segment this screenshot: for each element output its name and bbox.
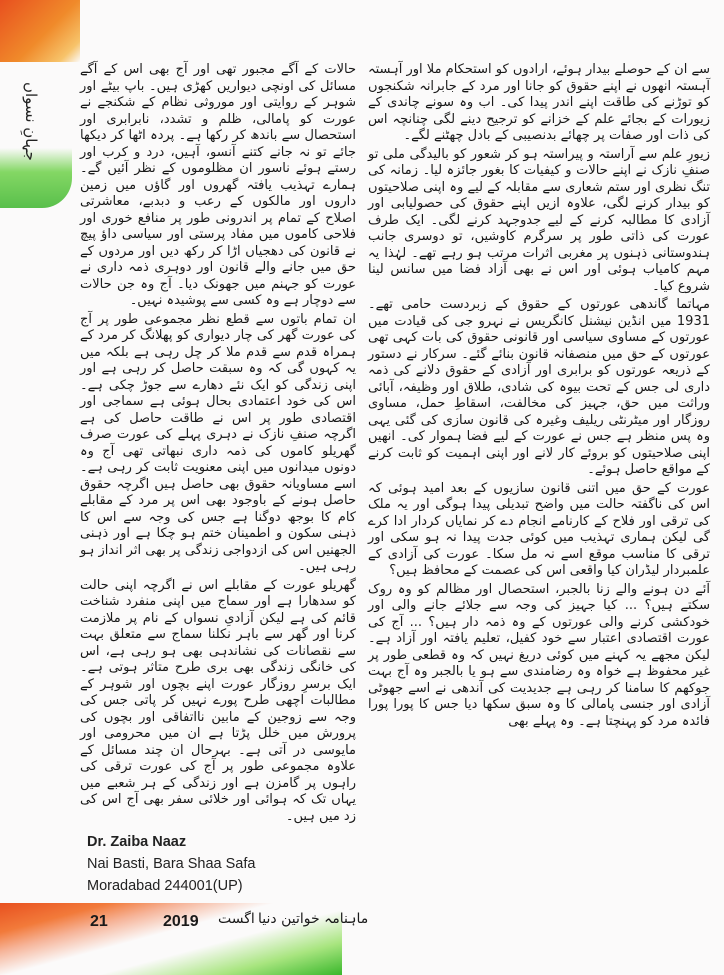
author-name: Dr. Zaiba Naaz	[87, 834, 187, 850]
author-address: Nai Basti, Bara Shaa Safa	[87, 856, 256, 872]
magazine-title: ماہنامہ خواتین دنیا	[258, 911, 369, 927]
paragraph: عورت کے حق میں اتنی قانون سازیوں کے بعد امید ہوئی کہ اس کی ناگفتہ حالت میں واضح تبدیلی پیدا ہوگی اور یہ ملک کی ترقی اور فلاح کے کارنامے انجام دے کر نمایاں کردار ادا کرے گی لیکن ہماری تہذیب میں کوئی جدت پیدا نہ ہو سکی اور ترقی کا مناسب موقع اسے نہ مل سکا۔ عورت کی آزادی کے علمبردار لیڈران کیا واقعی اس کی عصمت کے محافظ ہیں؟	[368, 480, 710, 578]
issue-month: اگست	[218, 911, 255, 927]
decorative-corner	[0, 0, 80, 62]
paragraph: آئے دن ہونے والے زنا بالجبر، استحصال اور مظالم کو وہ روک سکتے ہیں؟ ... کیا جہیز کی وجہ سے جلائے جانے والی اور خودکشی کرنے والی عورتوں کے وہ ذمہ دار ہیں؟ ... آج کی عورت اقتصادی اعتبار سے خود کفیل، تعلیم یافتہ اور آزاد ہے۔ لیکن مجھے یہ کہنے میں کوئی دریغ نہیں کہ وہ قطعی طور پر غیر محفوظ ہے خواہ وہ رضامندی سے ہو یا بالجبر وہ آج بہت جوکھم کا سامنا کر رہی ہے جدیدیت کی آندھی نے اسے جھوٹی آزادی اور جنسی پامالی کا وہ سبق سکھا دیا جس کا پورا پورا فائدہ مرد کو پہنچتا ہے۔ وہ پہلے بھی	[368, 581, 710, 729]
paragraph: مہاتما گاندھی عورتوں کے حقوق کے زبردست حامی تھے۔ 1931 میں انڈین نیشنل کانگریس نے نہرو جی کی قیادت میں عورتوں کے مساوی سیاسی اور قانونی حقوق کی بات کہی تھی عورتوں کے حق میں منصفانہ قانون بنائے گئے۔ سرکار نے دستور کے ذریعہ عورتوں کو برابری اور آزادی کے حقوق دلانے کی ذمہ داری لی جس کے تحت بیوہ کی شادی، طلاق اور وظیفہ، آبائی وراثت میں حق، جہیز کی مخالفت، اسقاطِ حمل، مساوی روزگار اور میٹرنٹی ریلیف وغیرہ کی قانون سازی کی گئی یہی وہ پس منظر ہے جس نے عورت کے لیے فضا ہموار کی۔ انھیں اپنی صلاحیتوں کو بروئے کار لانے اور اپنی اہمیت کو ثابت کرنے کے مواقع حاصل ہوئے۔	[368, 297, 710, 477]
author-city: Moradabad 244001(UP)	[87, 878, 243, 894]
article-column-left	[80, 62, 356, 825]
left-column-wrapper	[80, 62, 356, 897]
paragraph: زیورِ علم سے آراستہ و پیراستہ ہو کر شعور کو بالیدگی ملی تو صنفِ نازک نے اپنے حالات و کیفیات کا بغور جائزہ لیا۔ زمانہ کی تنگ نظری اور ستم شعاری سے مقابلہ کے لیے وہ اپنی صلاحیتوں کو بیدار کرنے لگی، علاوہ ازیں اپنے حقوق کی حصولیابی اور آزادی کا مطالبہ کرنے کے لیے جدوجہد کرنے لگی۔ ایک طرف عورت کی ذاتی طور پر سرگرم کاوشیں، تو دوسری جانب ہندوستانی ذہنوں پر مغربی اثرات مرتب ہو رہے تھے۔ لہٰذا یہ مہم کامیاب ہوئی اور اس نے بھی آزاد فضا میں سانس لینا شروع کیا۔	[368, 146, 710, 294]
paragraph: ان تمام باتوں سے قطع نظر مجموعی طور پر آج کی عورت گھر کی چار دیواری کو پھلانگ کر مرد کے ہمراہ قدم سے قدم ملا کر چل رہی ہے بلکہ میں یہ کہوں گی کہ وہ سبقت حاصل کر رہی ہے اور اپنی زندگی کو ایک نئے دھارے سے جوڑ چکی ہے۔ اس کی خود اعتمادی بحال ہوئی ہے سماجی اور اقتصادی طور پر اس نے طاقت حاصل کی ہے اگرچہ صنفِ نازک نے دہری پہلے کی عورت صرف گھریلو کاموں کی ذمہ داری نبھاتی تھی آج وہ دونوں میدانوں میں اپنی معنویت ثابت کر رہی ہے۔ اسے مساویانہ حقوق بھی حاصل ہیں اگرچہ حقوق حاصل ہونے کے باوجود بھی اس پر مرد کے مقابلے کام کا بوجھ دوگنا ہے جس کی وجہ سے اس کا ذہنی سکون و اطمینان ختم ہو چکا ہے اور ذہنی الجھنیں اس کی ازدواجی زندگی پر بھی اثر انداز ہو رہی ہیں۔	[80, 311, 356, 574]
paragraph: گھریلو عورت کے مقابلے اس نے اگرچہ اپنی حالت کو سدھارا ہے اور سماج میں اپنی منفرد شناخت قائم کی ہے لیکن آزادیِ نسواں کے نام پر ملازمت کرنا اور گھر سے باہر نکلنا سماج سے متعلق بہت سے نقصانات کی نشاندہی بھی ہو رہی ہے، اس کی خانگی زندگی بھی بری طرح متاثر ہوتی ہے۔ ایک برسرِ روزگار عورت اپنے بچوں اور شوہر کے مطالبات اچھی طرح پورے نہیں کر پاتی جس کی وجہ سے زوجین کے مابین نااتفاقی اور بچوں کی پرورش میں خلل پڑتا ہے ان میں محرومی اور مایوسی در آتی ہے۔ بہرحال ان چند مسائل کے علاوہ مجموعی طور پر آج کی عورت ترقی کی راہوں پر گامزن ہے اور زندگی کے ہر شعبے میں یہاں تک کہ ہوائی اور خلائی سفر بھی آج اس کی زد میں ہیں۔	[80, 577, 356, 824]
section-label: جہانِ نسواں	[22, 82, 40, 161]
article-column-right	[368, 62, 710, 732]
author-block	[80, 831, 356, 897]
page-number: 21	[90, 913, 108, 930]
paragraph: سے ان کے حوصلے بیدار ہوئے، ارادوں کو استحکام ملا اور آہستہ آہستہ انھوں نے اپنے حقوق کو جانا اور مرد کے جابرانہ شکنجوں کو توڑنے کی طاقت اپنے اندر پیدا کی۔ اب وہ سونے چاندی کے زیورات کے بجائے علم کے خزانے کو ترجیح دینے لگی چنانچہ اس کی ذات اور صفات پر چھائے بدنصیبی کے بادل چھٹنے لگے۔	[368, 62, 710, 143]
issue-year: 2019	[163, 913, 199, 930]
paragraph: حالات کے آگے مجبور تھی اور آج بھی اس کے آگے مسائل کی اونچی دیواریں کھڑی ہیں۔ باپ بیٹے اور شوہر کے روایتی اور موروثی نظام کے شکنجے نے عورت کو پامالی، ظلم و تشدد، نابرابری اور استحصال سے باندھ کر رکھا ہے۔ پردہ اٹھا کر دیکھا جائے تو نہ جانے کتنے آنسو، آہیں، درد و کرب اور رستے ہوئے ناسور ان مظلوموں کے نظر آئیں گے۔ ہمارے تہذیب یافتہ گھروں اور گاؤں میں زمین داروں اور مالکوں کے رعب و دبدبے، معاشرتی اصلاح کے تمام پر اندرونی طور پر منافع خوری اور فلاحی کاموں میں مفاد پرستی اور سیاسی داؤ پیچ نے قانون کی دھجیاں اڑا کر رکھ دیں اور مردوں کے حق میں جانے والے قانون اور دوہری ذمہ داری نے عورت کو جہنم میں جھونک دیا۔ آج وہ جن حالات سے دوچار ہے وہ کسی سے پوشیدہ نہیں۔	[80, 62, 356, 308]
